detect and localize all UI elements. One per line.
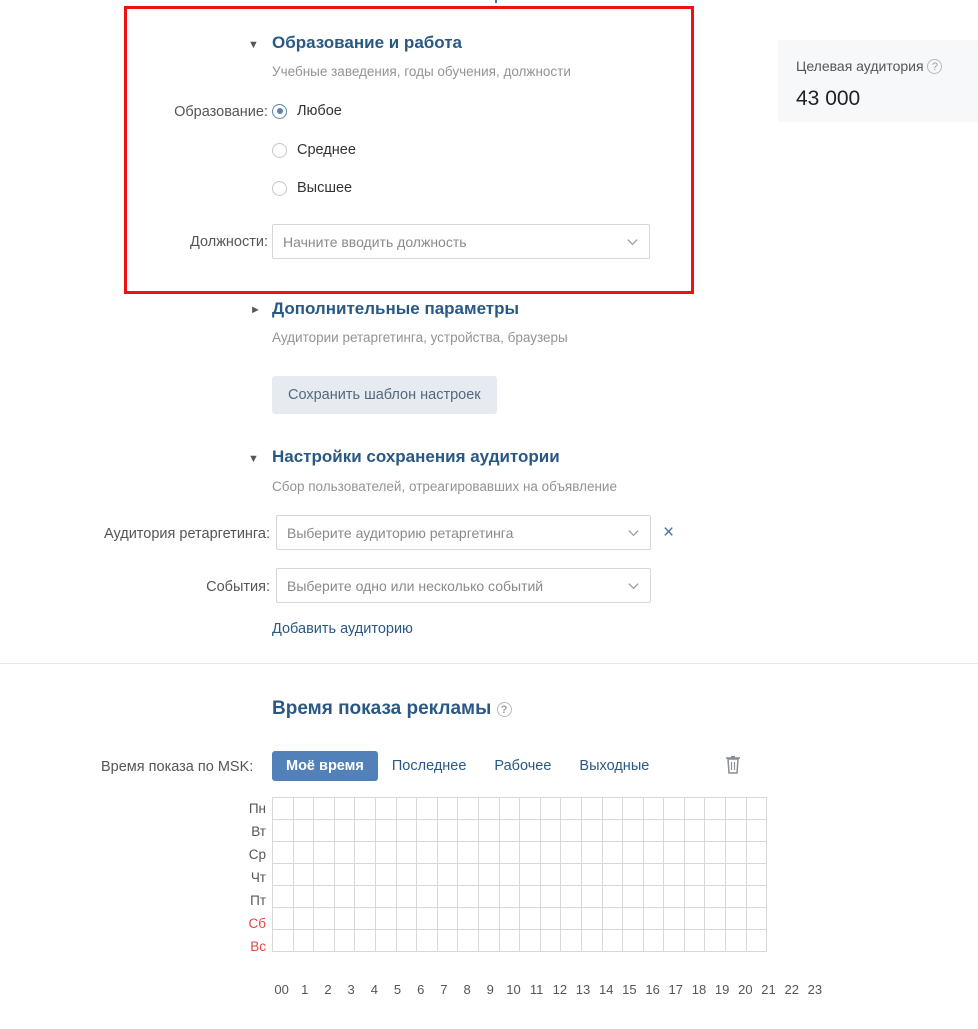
schedule-cell[interactable] [293, 930, 314, 952]
radio-icon-any[interactable] [272, 104, 287, 119]
schedule-cell[interactable] [499, 820, 520, 842]
schedule-cell[interactable] [396, 864, 417, 886]
hour-label: 17 [668, 982, 684, 997]
education-label: Образование: [174, 104, 268, 120]
schedule-cell[interactable] [664, 864, 685, 886]
chevron-down-icon [626, 235, 639, 248]
schedule-cell[interactable] [499, 908, 520, 930]
schedule-cell[interactable] [458, 842, 479, 864]
hour-label: 20 [738, 982, 753, 997]
schedule-cell[interactable] [643, 930, 664, 952]
schedule-cell[interactable] [437, 864, 458, 886]
schedule-row[interactable] [273, 798, 767, 820]
tab-working[interactable]: Рабочее [494, 758, 552, 774]
schedule-cell[interactable] [705, 842, 726, 864]
schedule-cell[interactable] [396, 930, 417, 952]
schedule-cell[interactable] [602, 864, 623, 886]
schedule-cell[interactable] [314, 798, 335, 820]
schedule-cell[interactable] [602, 820, 623, 842]
positions-select[interactable] [272, 224, 650, 259]
hour-label: 10 [506, 982, 521, 997]
schedule-cell[interactable] [293, 864, 314, 886]
schedule-cell[interactable] [437, 930, 458, 952]
schedule-cell[interactable] [684, 864, 705, 886]
schedule-cell[interactable] [334, 864, 355, 886]
schedule-row[interactable] [273, 930, 767, 952]
schedule-cell[interactable] [417, 842, 438, 864]
schedule-cell[interactable] [334, 908, 355, 930]
radio-icon-secondary[interactable] [272, 143, 287, 158]
schedule-cell[interactable] [540, 930, 561, 952]
retargeting-audience-placeholder: Выберите аудиторию ретаргетинга [287, 524, 514, 541]
education-option-higher-label: Высшее [297, 180, 353, 196]
schedule-cell[interactable] [273, 908, 294, 930]
hour-label: 14 [598, 982, 614, 997]
hour-label: 1 [301, 982, 309, 997]
schedule-cell[interactable] [314, 820, 335, 842]
schedule-cell[interactable] [417, 864, 438, 886]
help-icon[interactable]: ? [927, 59, 942, 74]
schedule-cell[interactable] [561, 864, 582, 886]
schedule-cell[interactable] [314, 842, 335, 864]
help-icon[interactable]: ? [497, 702, 512, 717]
schedule-cell[interactable] [417, 930, 438, 952]
schedule-cell[interactable] [293, 886, 314, 908]
schedule-cell[interactable] [705, 820, 726, 842]
hour-label: 4 [370, 982, 378, 997]
schedule-cell[interactable] [726, 886, 747, 908]
schedule-cell[interactable] [293, 798, 314, 820]
clear-schedule-icon[interactable] [724, 754, 742, 774]
schedule-cell[interactable] [664, 886, 685, 908]
schedule-cell[interactable] [581, 864, 602, 886]
schedule-cell[interactable] [643, 864, 664, 886]
schedule-cell[interactable] [540, 864, 561, 886]
schedule-cell[interactable] [540, 886, 561, 908]
schedule-cell[interactable] [684, 886, 705, 908]
schedule-cell[interactable] [293, 842, 314, 864]
schedule-cell[interactable] [726, 930, 747, 952]
time-section-title-wrap [272, 698, 512, 720]
schedule-cell[interactable] [623, 798, 644, 820]
schedule-cell[interactable] [499, 886, 520, 908]
education-option-secondary[interactable] [272, 142, 356, 158]
schedule-cell[interactable] [355, 798, 376, 820]
schedule-cell[interactable] [623, 930, 644, 952]
schedule-cell[interactable] [623, 886, 644, 908]
schedule-cell[interactable] [684, 798, 705, 820]
schedule-cell[interactable] [561, 842, 582, 864]
events-select-placeholder: Выберите одно или несколько событий [287, 577, 544, 594]
schedule-cell[interactable] [540, 798, 561, 820]
education-section-toggle-icon[interactable]: ▼ [248, 39, 259, 51]
schedule-cell[interactable] [417, 886, 438, 908]
retargeting-audience-select[interactable] [276, 515, 651, 550]
schedule-cell[interactable] [355, 930, 376, 952]
education-option-higher[interactable] [272, 180, 352, 196]
schedule-cell[interactable] [478, 908, 499, 930]
day-label-thu: Чт [250, 870, 266, 885]
tab-my-time[interactable]: Моё время [272, 751, 378, 781]
schedule-cell[interactable] [396, 842, 417, 864]
schedule-cell[interactable] [499, 930, 520, 952]
time-preset-tabs [272, 751, 663, 781]
hour-label: 18 [691, 982, 707, 997]
schedule-cell[interactable] [355, 908, 376, 930]
schedule-grid[interactable] [272, 797, 767, 952]
day-label-wed: Ср [248, 847, 266, 862]
schedule-cell[interactable] [293, 820, 314, 842]
schedule-cell[interactable] [726, 842, 747, 864]
schedule-cell[interactable] [499, 798, 520, 820]
schedule-cell[interactable] [396, 820, 417, 842]
schedule-cell[interactable] [355, 842, 376, 864]
schedule-cell[interactable] [561, 886, 582, 908]
schedule-cell[interactable] [561, 798, 582, 820]
schedule-cell[interactable] [499, 864, 520, 886]
schedule-cell[interactable] [520, 842, 541, 864]
hour-label: 23 [807, 982, 823, 997]
positions-label: Должности: [190, 234, 268, 250]
remove-retargeting-audience-icon[interactable]: × [663, 522, 675, 543]
schedule-cell[interactable] [375, 842, 396, 864]
top-edge-strip [0, 0, 978, 3]
hour-label: 19 [714, 982, 730, 997]
timezone-label: Время показа по MSK: [101, 759, 254, 775]
schedule-cell[interactable] [520, 908, 541, 930]
schedule-cell[interactable] [705, 886, 726, 908]
schedule-cell[interactable] [561, 930, 582, 952]
schedule-cell[interactable] [314, 930, 335, 952]
tab-weekend[interactable]: Выходные [579, 758, 650, 774]
schedule-cell[interactable] [684, 908, 705, 930]
education-option-any[interactable] [272, 103, 342, 119]
schedule-cell[interactable] [540, 842, 561, 864]
schedule-cell[interactable] [643, 820, 664, 842]
additional-section-toggle-icon[interactable]: ► [250, 304, 261, 316]
education-option-secondary-label: Среднее [297, 142, 356, 158]
schedule-cell[interactable] [396, 908, 417, 930]
schedule-cell[interactable] [293, 908, 314, 930]
schedule-cell[interactable] [355, 886, 376, 908]
schedule-cell[interactable] [602, 798, 623, 820]
schedule-cell[interactable] [417, 908, 438, 930]
schedule-row[interactable] [273, 886, 767, 908]
chevron-down-icon [627, 579, 640, 592]
schedule-cell[interactable] [623, 842, 644, 864]
schedule-cell[interactable] [458, 798, 479, 820]
day-label-tue: Вт [251, 824, 266, 839]
schedule-cell[interactable] [623, 820, 644, 842]
education-section-subtitle: Учебные заведения, годы обучения, должности [272, 64, 571, 79]
hour-label: 3 [347, 982, 355, 997]
schedule-cell[interactable] [561, 908, 582, 930]
schedule-cell[interactable] [355, 864, 376, 886]
schedule-cell[interactable] [726, 908, 747, 930]
education-option-any-label: Любое [297, 103, 342, 119]
events-label: События: [206, 579, 270, 595]
schedule-cell[interactable] [684, 820, 705, 842]
schedule-cell[interactable] [417, 820, 438, 842]
day-label-sat: Сб [248, 916, 266, 931]
schedule-cell[interactable] [540, 820, 561, 842]
schedule-cell[interactable] [437, 908, 458, 930]
schedule-cell[interactable] [726, 798, 747, 820]
additional-section-title: Дополнительные параметры [272, 299, 520, 318]
save-template-button[interactable]: Сохранить шаблон настроек [272, 376, 497, 414]
schedule-cell[interactable] [478, 864, 499, 886]
hour-label: 00 [274, 982, 289, 997]
schedule-cell[interactable] [478, 930, 499, 952]
schedule-cell[interactable] [623, 864, 644, 886]
hour-label: 5 [393, 982, 402, 997]
schedule-cell[interactable] [458, 820, 479, 842]
schedule-cell[interactable] [684, 930, 705, 952]
schedule-cell[interactable] [478, 798, 499, 820]
schedule-cell[interactable] [581, 886, 602, 908]
schedule-cell[interactable] [499, 842, 520, 864]
schedule-cell[interactable] [746, 886, 767, 908]
schedule-cell[interactable] [273, 930, 294, 952]
schedule-cell[interactable] [540, 908, 561, 930]
schedule-cell[interactable] [273, 820, 294, 842]
schedule-cell[interactable] [437, 820, 458, 842]
hour-label: 15 [622, 982, 637, 997]
education-section-title: Образование и работа [272, 33, 463, 52]
schedule-cell[interactable] [520, 930, 541, 952]
schedule-row[interactable] [273, 864, 767, 886]
schedule-cell[interactable] [664, 930, 685, 952]
schedule-row[interactable] [273, 842, 767, 864]
schedule-cell[interactable] [602, 886, 623, 908]
schedule-cell[interactable] [314, 886, 335, 908]
time-section-title: Время показа рекламы [272, 698, 492, 719]
schedule-cell[interactable] [581, 842, 602, 864]
day-labels [232, 797, 266, 958]
schedule-cell[interactable] [375, 798, 396, 820]
schedule-cell[interactable] [458, 908, 479, 930]
schedule-cell[interactable] [334, 930, 355, 952]
schedule-cell[interactable] [746, 798, 767, 820]
schedule-table[interactable] [272, 797, 767, 952]
schedule-cell[interactable] [273, 798, 294, 820]
schedule-cell[interactable] [334, 820, 355, 842]
audience-save-subtitle: Сбор пользователей, отреагировавших на объявление [272, 479, 617, 494]
schedule-cell[interactable] [396, 798, 417, 820]
schedule-cell[interactable] [684, 842, 705, 864]
schedule-cell[interactable] [314, 908, 335, 930]
schedule-cell[interactable] [334, 886, 355, 908]
hour-label: 8 [463, 982, 471, 997]
schedule-cell[interactable] [705, 864, 726, 886]
hour-label: 9 [486, 982, 494, 997]
schedule-cell[interactable] [458, 930, 479, 952]
tab-last[interactable]: Последнее [391, 758, 467, 774]
schedule-cell[interactable] [705, 908, 726, 930]
schedule-cell[interactable] [417, 798, 438, 820]
schedule-cell[interactable] [458, 886, 479, 908]
retargeting-audience-label: Аудитория ретаргетинга: [103, 526, 270, 542]
schedule-cell[interactable] [375, 820, 396, 842]
schedule-cell[interactable] [643, 798, 664, 820]
schedule-cell[interactable] [437, 798, 458, 820]
hour-labels [270, 982, 827, 997]
schedule-cell[interactable] [746, 820, 767, 842]
add-audience-link[interactable]: Добавить аудиторию [272, 621, 413, 637]
target-audience-title: Целевая аудитория [796, 58, 924, 74]
hour-label: 13 [575, 982, 591, 997]
radio-icon-higher[interactable] [272, 181, 287, 196]
target-audience-value: 43 000 [796, 87, 861, 110]
schedule-cell[interactable] [746, 864, 767, 886]
schedule-cell[interactable] [623, 908, 644, 930]
hour-label: 22 [784, 982, 799, 997]
positions-select-placeholder: Начните вводить должность [283, 233, 467, 250]
schedule-cell[interactable] [664, 842, 685, 864]
hour-label: 12 [552, 982, 568, 997]
hour-label: 2 [324, 982, 332, 997]
schedule-cell[interactable] [458, 864, 479, 886]
schedule-cell[interactable] [726, 864, 747, 886]
schedule-cell[interactable] [437, 886, 458, 908]
schedule-cell[interactable] [643, 886, 664, 908]
day-label-sun: Вс [250, 939, 266, 954]
schedule-cell[interactable] [478, 820, 499, 842]
schedule-cell[interactable] [520, 820, 541, 842]
schedule-cell[interactable] [705, 930, 726, 952]
schedule-cell[interactable] [746, 908, 767, 930]
target-audience-title-wrap [796, 58, 942, 74]
schedule-cell[interactable] [478, 842, 499, 864]
schedule-cell[interactable] [375, 886, 396, 908]
schedule-cell[interactable] [664, 820, 685, 842]
hour-label: 7 [440, 982, 448, 997]
schedule-cell[interactable] [375, 908, 396, 930]
schedule-cell[interactable] [437, 842, 458, 864]
schedule-cell[interactable] [746, 842, 767, 864]
schedule-cell[interactable] [581, 908, 602, 930]
day-label-mon: Пн [248, 801, 266, 816]
schedule-cell[interactable] [746, 930, 767, 952]
schedule-cell[interactable] [314, 864, 335, 886]
schedule-cell[interactable] [334, 798, 355, 820]
day-label-fri: Пт [250, 893, 266, 908]
schedule-cell[interactable] [520, 864, 541, 886]
schedule-cell[interactable] [273, 886, 294, 908]
audience-save-toggle-icon[interactable]: ▼ [248, 453, 259, 465]
events-select[interactable] [276, 568, 651, 603]
schedule-cell[interactable] [520, 886, 541, 908]
schedule-cell[interactable] [643, 842, 664, 864]
schedule-cell[interactable] [375, 930, 396, 952]
schedule-row[interactable] [273, 820, 767, 842]
schedule-cell[interactable] [643, 908, 664, 930]
hour-label: 21 [761, 982, 776, 997]
schedule-cell[interactable] [581, 798, 602, 820]
schedule-cell[interactable] [705, 798, 726, 820]
additional-section-subtitle: Аудитории ретаргетинга, устройства, браузеры [272, 330, 568, 345]
schedule-cell[interactable] [602, 908, 623, 930]
schedule-cell[interactable] [396, 886, 417, 908]
schedule-cell[interactable] [602, 842, 623, 864]
schedule-cell[interactable] [664, 798, 685, 820]
hour-label: 16 [645, 982, 660, 997]
hour-label: 6 [417, 982, 425, 997]
schedule-cell[interactable] [334, 842, 355, 864]
schedule-cell[interactable] [581, 930, 602, 952]
section-divider [0, 663, 978, 664]
audience-save-title: Настройки сохранения аудитории [272, 447, 560, 466]
schedule-cell[interactable] [355, 820, 376, 842]
schedule-cell[interactable] [602, 930, 623, 952]
schedule-cell[interactable] [561, 820, 582, 842]
hour-label: 11 [529, 982, 544, 997]
schedule-cell[interactable] [273, 842, 294, 864]
chevron-down-icon [627, 526, 640, 539]
schedule-cell[interactable] [273, 864, 294, 886]
schedule-cell[interactable] [664, 908, 685, 930]
schedule-row[interactable] [273, 908, 767, 930]
schedule-cell[interactable] [478, 886, 499, 908]
schedule-cell[interactable] [581, 820, 602, 842]
schedule-cell[interactable] [520, 798, 541, 820]
schedule-cell[interactable] [726, 820, 747, 842]
schedule-cell[interactable] [375, 864, 396, 886]
